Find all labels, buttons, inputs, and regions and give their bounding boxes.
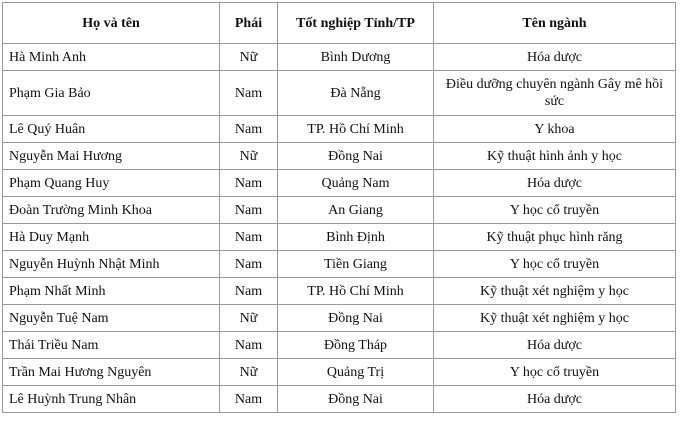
cell-province: Tiền Giang	[278, 251, 434, 278]
cell-province: Đồng Nai	[278, 386, 434, 413]
table-row	[3, 359, 676, 386]
cell-major: Hóa dược	[434, 44, 676, 71]
cell-province: TP. Hồ Chí Minh	[278, 278, 434, 305]
cell-major: Hóa dược	[434, 170, 676, 197]
cell-province: Đà Nẵng	[278, 71, 434, 116]
cell-name: Đoàn Trường Minh Khoa	[3, 197, 220, 224]
cell-gender: Nam	[220, 170, 278, 197]
cell-gender: Nữ	[220, 44, 278, 71]
table-row	[3, 251, 676, 278]
cell-major: Điều dưỡng chuyên ngành Gây mê hồi sức	[434, 71, 676, 116]
cell-gender: Nữ	[220, 305, 278, 332]
cell-name: Nguyễn Huỳnh Nhật Minh	[3, 251, 220, 278]
cell-major: Kỹ thuật xét nghiệm y học	[434, 305, 676, 332]
cell-name: Nguyễn Mai Hương	[3, 143, 220, 170]
table-row	[3, 170, 676, 197]
cell-province: Quảng Nam	[278, 170, 434, 197]
header-major: Tên ngành	[434, 3, 676, 44]
cell-province: Đồng Nai	[278, 305, 434, 332]
table-row	[3, 44, 676, 71]
cell-name: Phạm Gia Bảo	[3, 71, 220, 116]
table-row	[3, 116, 676, 143]
cell-province: Bình Dương	[278, 44, 434, 71]
cell-name: Phạm Nhất Minh	[3, 278, 220, 305]
cell-gender: Nam	[220, 116, 278, 143]
cell-gender: Nam	[220, 71, 278, 116]
cell-major: Kỹ thuật phục hình răng	[434, 224, 676, 251]
cell-gender: Nam	[220, 332, 278, 359]
cell-name: Hà Minh Anh	[3, 44, 220, 71]
cell-name: Thái Triều Nam	[3, 332, 220, 359]
cell-province: An Giang	[278, 197, 434, 224]
cell-gender: Nam	[220, 224, 278, 251]
cell-name: Trần Mai Hương Nguyên	[3, 359, 220, 386]
cell-province: Bình Định	[278, 224, 434, 251]
cell-province: Quảng Trị	[278, 359, 434, 386]
cell-major: Y học cổ truyền	[434, 251, 676, 278]
student-table	[2, 2, 676, 413]
table-row	[3, 305, 676, 332]
cell-major: Kỹ thuật xét nghiệm y học	[434, 278, 676, 305]
cell-gender: Nữ	[220, 359, 278, 386]
cell-province: Đồng Nai	[278, 143, 434, 170]
cell-name: Lê Quý Huân	[3, 116, 220, 143]
cell-name: Phạm Quang Huy	[3, 170, 220, 197]
cell-gender: Nam	[220, 386, 278, 413]
header-province: Tốt nghiệp Tỉnh/TP	[278, 3, 434, 44]
table-row	[3, 386, 676, 413]
header-row	[3, 3, 676, 44]
table-row	[3, 71, 676, 116]
cell-major: Y khoa	[434, 116, 676, 143]
cell-province: TP. Hồ Chí Minh	[278, 116, 434, 143]
table-row	[3, 278, 676, 305]
cell-name: Nguyễn Tuệ Nam	[3, 305, 220, 332]
table-row	[3, 332, 676, 359]
cell-major: Kỹ thuật hình ảnh y học	[434, 143, 676, 170]
table-row	[3, 197, 676, 224]
cell-province: Đồng Tháp	[278, 332, 434, 359]
cell-gender: Nam	[220, 278, 278, 305]
table-row	[3, 143, 676, 170]
header-gender: Phái	[220, 3, 278, 44]
cell-major: Hóa dược	[434, 386, 676, 413]
cell-gender: Nữ	[220, 143, 278, 170]
cell-name: Hà Duy Mạnh	[3, 224, 220, 251]
cell-gender: Nam	[220, 251, 278, 278]
header-name: Họ và tên	[3, 3, 220, 44]
cell-major: Y học cổ truyền	[434, 197, 676, 224]
cell-gender: Nam	[220, 197, 278, 224]
cell-major: Hóa dược	[434, 332, 676, 359]
cell-major: Y học cổ truyền	[434, 359, 676, 386]
cell-name: Lê Huỳnh Trung Nhân	[3, 386, 220, 413]
table-row	[3, 224, 676, 251]
